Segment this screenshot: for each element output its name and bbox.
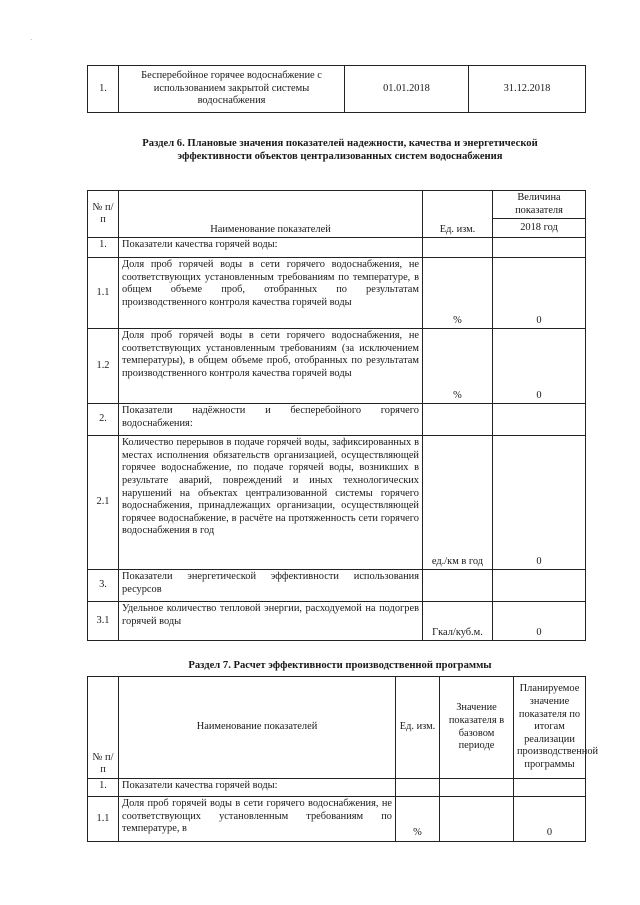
top-row-name: Бесперебойное горячее водоснабжение с использованием закрытой системы водоснабжения <box>119 66 345 113</box>
s6-header-year: 2018 год <box>493 219 586 238</box>
table-row: 1.1 Доля проб горячей воды в сети горячего водоснабжения, не соответствующих установленным требованиям по температуре, в общем объеме проб, отобранных по результатам производственного контроля качества горячей воды % 0 <box>88 258 586 329</box>
section6-table <box>87 190 586 641</box>
table-row: 1.2 Доля проб горячей воды в сети горячего водоснабжения, не соответствующих установленным требованиям (за исключением температуры), в общем объеме проб, отобранных по результатам производственного контроля качества горячей воды % 0 <box>88 329 586 404</box>
s7-header-base: Значение показателя в базовом периоде <box>440 677 514 779</box>
s6-header-unit: Ед. изм. <box>423 191 493 238</box>
table-row: 1. Показатели качества горячей воды: <box>88 238 586 258</box>
s6-header-value-group: Величина показателя <box>493 191 586 219</box>
section6-title-line1: Раздел 6. Плановые значения показателей надежности, качества и энергетической <box>142 138 538 149</box>
section6-title <box>40 137 640 163</box>
section6-title-line2: эффективности объектов централизованных систем водоснабжения <box>177 151 503 162</box>
top-row-start-date: 01.01.2018 <box>345 66 469 113</box>
top-table <box>87 65 586 113</box>
table-row: 1. Показатели качества горячей воды: <box>88 779 586 797</box>
table-row: 3. Показатели энергетической эффективности использования ресурсов <box>88 570 586 602</box>
table-row: 2.1 Количество перерывов в подаче горячей воды, зафиксированных в местах исполнения обязательств организацией, осуществляющей горячее водоснабжение, по подаче горячей воды, возникших в результате аварий, повреждений и иных технологических нарушений на объектах централизованной системы горячего водоснабжения, принадлежащих организации, осуществляющей горячее водоснабжение, в расчёте на протяженность сети горячего водоснабжения в год ед./км в год 0 <box>88 436 586 570</box>
table-row: 2. Показатели надёжности и бесперебойного горячего водоснабжения: <box>88 404 586 436</box>
s7-header-planned: Планируемое значение показателя по итогам реализации производственной программы <box>514 677 586 779</box>
table-row: 3.1 Удельное количество тепловой энергии, расходуемой на подогрев горячей воды Гкал/куб.м. 0 <box>88 602 586 641</box>
section7-title: Раздел 7. Расчет эффективности производственной программы <box>188 660 492 671</box>
top-row-end-date: 31.12.2018 <box>469 66 586 113</box>
top-row-num: 1. <box>88 66 119 113</box>
s7-header-unit: Ед. изм. <box>396 677 440 779</box>
s7-header-name: Наименование показателей <box>119 677 396 779</box>
table-row: 1.1 Доля проб горячей воды в сети горячего водоснабжения, не соответствующих установленным требованиям по температуре, в % 0 <box>88 797 586 842</box>
s6-header-name: Наименование показателей <box>119 191 423 238</box>
scan-artifact: · <box>30 36 33 44</box>
s7-header-num: № п/п <box>88 677 119 779</box>
section7-table <box>87 676 599 842</box>
s6-header-num: № п/п <box>88 191 119 238</box>
